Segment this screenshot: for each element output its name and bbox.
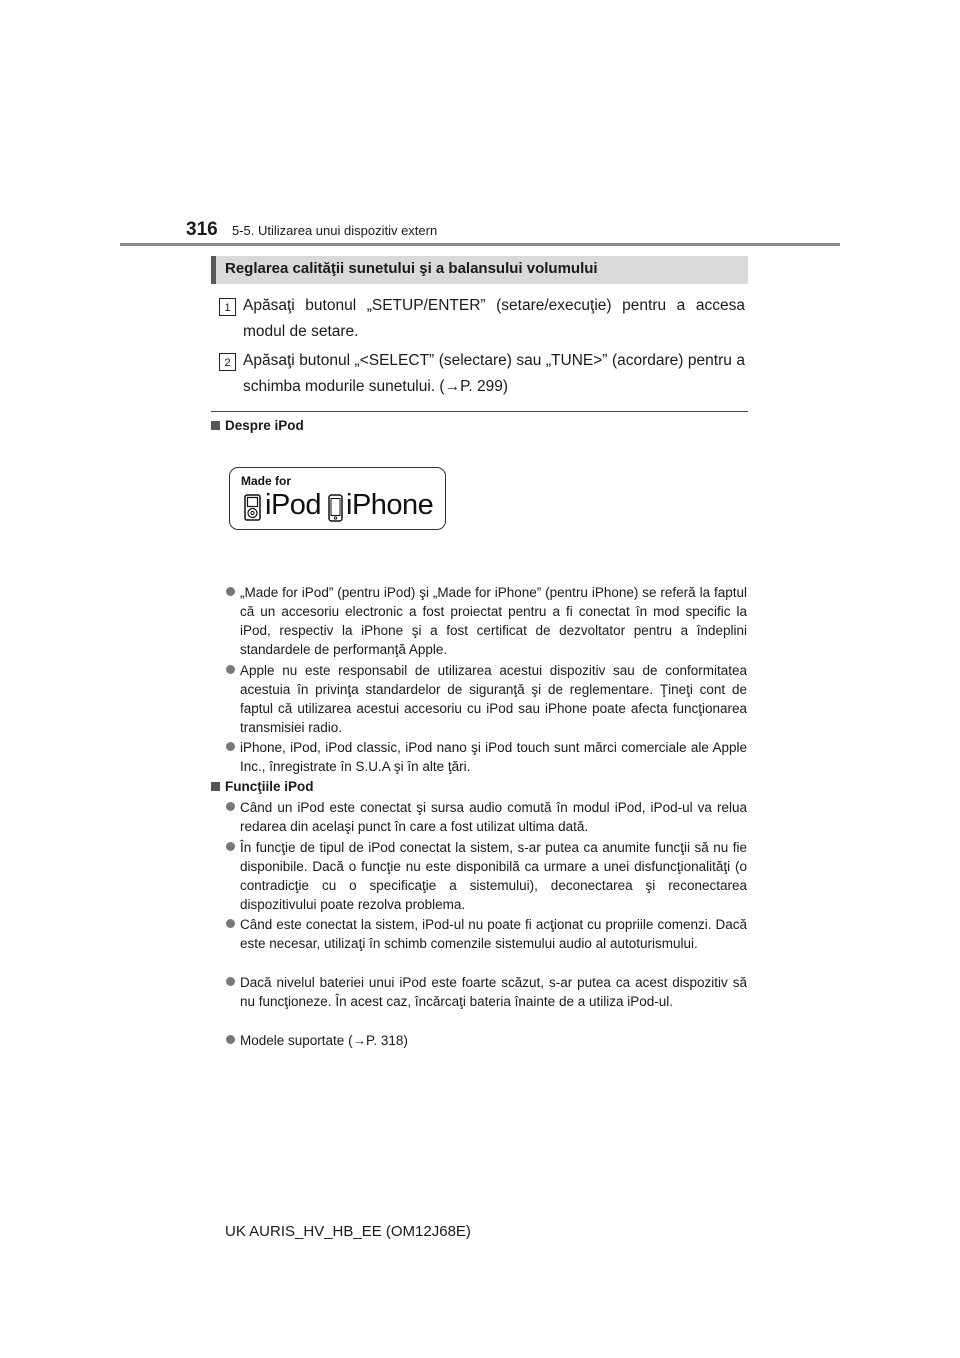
list-item <box>240 1031 747 1050</box>
bullet-dot-icon <box>226 587 235 596</box>
list-item <box>240 738 747 776</box>
ipod-icon <box>244 494 261 521</box>
bullet-dot-icon <box>226 919 235 928</box>
square-bullet-icon <box>211 421 220 430</box>
list-item-text: Dacă nivelul bateriei unui iPod este foarte scăzut, s-ar putea ca acest dispozitiv să nu funcţioneze. În acest caz, încărcaţi bateria înainte de a utiliza iPod-ul. <box>240 975 747 1010</box>
step-text: Apăsaţi butonul „SETUP/ENTER” (setare/execuţie) pentru a accesa modul de setare. <box>243 297 745 340</box>
list-item-text: Modele suportate (→P. 318) <box>240 1033 408 1048</box>
iphone-icon <box>328 494 343 522</box>
list-item-text: „Made for iPod” (pentru iPod) şi „Made for iPhone” (pentru iPhone) se referă la faptul că un accesoriu electronic a fost proiectat pentru a fi conectat în mod specific la iPod, respectiv la iPhone şi a fost certificat de dezvoltator pentru a îndeplini standardele de performanţă Apple. <box>240 585 747 658</box>
list-item <box>240 973 747 1011</box>
logo-ipod-text: iPod <box>265 489 322 521</box>
sub-heading-about-ipod <box>211 418 304 433</box>
sub-heading-label: Despre iPod <box>225 418 304 433</box>
step-number-box: 1 <box>219 298 236 316</box>
logo-iphone-text: iPhone <box>346 489 434 521</box>
step-text: Apăsaţi butonul „<SELECT” (selectare) sau „TUNE>” (acordare) pentru a schimba modurile sunetului. (→P. 299) <box>243 352 745 395</box>
list-item <box>240 798 747 836</box>
list-item-text: Când un iPod este conectat şi sursa audio comută în modul iPod, iPod-ul va relua redarea din acelaşi punct în care a fost utilizat ultima dată. <box>240 800 747 835</box>
bullet-dot-icon <box>226 802 235 811</box>
list-item <box>240 661 747 737</box>
list-item-text: În funcţie de tipul de iPod conectat la sistem, s-ar putea ca anumite funcţii să nu fie disponibile. Dacă o funcţie nu este disponibilă ca urmare a unei disfuncţionalităţi (o contradicţie cu o specificaţie a sistemului), deconectarea şi reconectarea dispozitivului poate rezolva problema. <box>240 840 747 913</box>
bullet-dot-icon <box>226 1035 235 1044</box>
footer-model-code: UK AURIS_HV_HB_EE (OM12J68E) <box>225 1223 471 1240</box>
list-item <box>240 583 747 659</box>
header-divider <box>120 243 840 246</box>
step-number-box: 2 <box>219 353 236 371</box>
list-item-text: Apple nu este responsabil de utilizarea acestui dispozitiv sau de conformitatea acestuia în privinţa standardelor de siguranţă şi de reglementare. Ţineţi cont de faptul că utilizarea acestui accesoriu cu iPod sau iPhone poate afecta funcţionarea transmisiei radio. <box>240 663 747 736</box>
banner-accent-bar <box>211 256 216 284</box>
bullet-dot-icon <box>226 977 235 986</box>
banner-title: Reglarea calităţii sunetului şi a balansului volumului <box>225 260 598 277</box>
made-for-ipod-iphone-logo <box>229 467 446 530</box>
sub-heading-label: Funcţiile iPod <box>225 779 314 794</box>
bullet-dot-icon <box>226 665 235 674</box>
bullet-dot-icon <box>226 742 235 751</box>
section-divider <box>211 411 748 412</box>
square-bullet-icon <box>211 782 220 791</box>
logo-made-for-text: Made for <box>241 474 292 488</box>
list-item-text: Când este conectat la sistem, iPod-ul nu poate fi acţionat cu propriile comenzi. Dacă este necesar, utilizaţi în schimb comenzile sistemului audio al autoturismului. <box>240 917 747 952</box>
list-item <box>240 838 747 914</box>
bullet-dot-icon <box>226 842 235 851</box>
list-item <box>240 915 747 953</box>
page-number: 316 <box>186 219 218 240</box>
section-banner <box>211 256 748 284</box>
sub-heading-functions <box>211 779 314 794</box>
list-item-text: iPhone, iPod, iPod classic, iPod nano şi iPod touch sunt mărci comerciale ale Apple Inc., înregistrate în S.U.A şi în alte ţări. <box>240 740 747 775</box>
section-title: 5-5. Utilizarea unui dispozitiv extern <box>232 223 438 238</box>
